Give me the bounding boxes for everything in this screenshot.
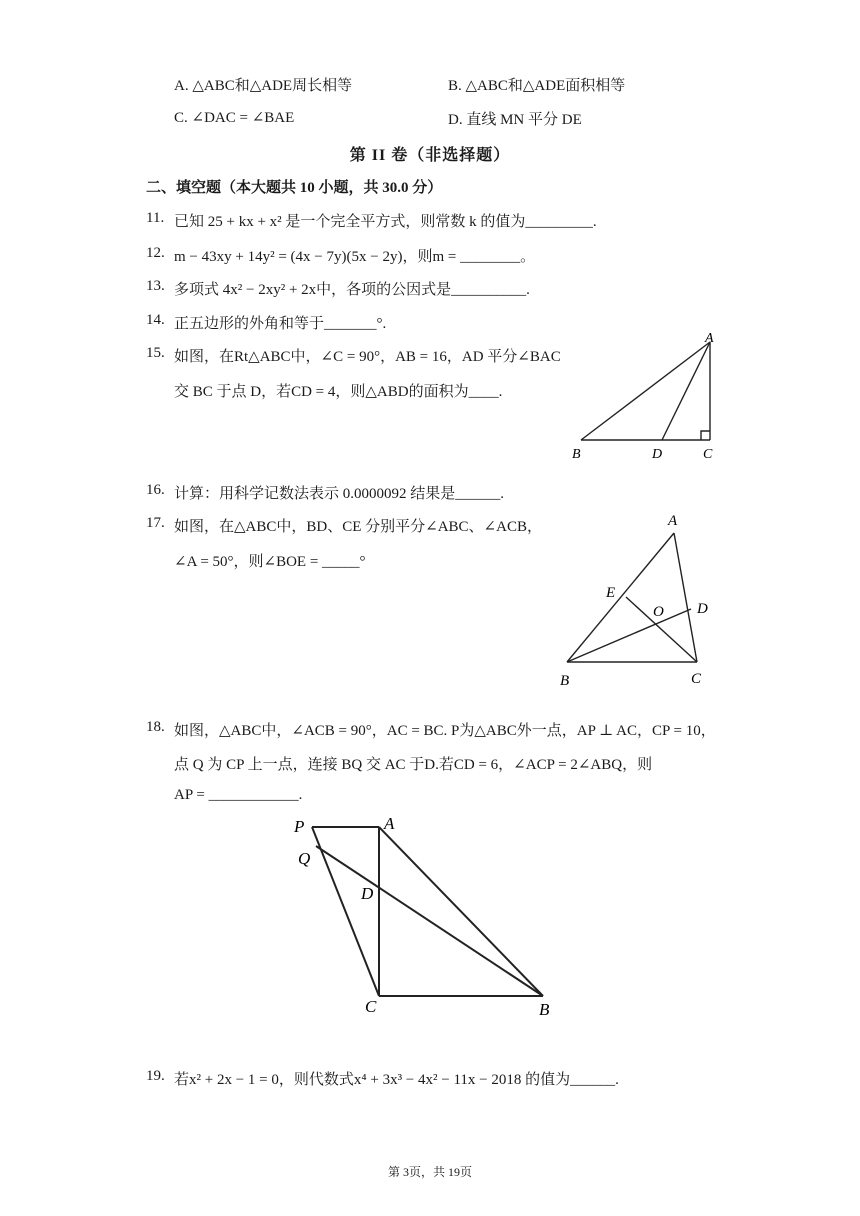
option-d: D. 直线 MN 平分 DE (448, 112, 582, 128)
q18-text-line3: AP = ____________. (174, 787, 303, 803)
label-d: D (652, 447, 663, 462)
segment-ab (379, 827, 543, 996)
q16-number: 16. (146, 482, 165, 498)
label-b: B (560, 673, 570, 689)
option-a: A. △ABC和△ADE周长相等 (174, 78, 353, 94)
label-q: Q (298, 849, 311, 868)
label-o: O (653, 604, 664, 620)
q12-number: 12. (146, 245, 165, 261)
segment-ad (662, 342, 710, 440)
option-b: B. △ABC和△ADE面积相等 (448, 78, 626, 94)
label-a: A (705, 331, 714, 346)
figure-q18-geometry (290, 810, 570, 1025)
q15-number: 15. (146, 345, 165, 361)
q15-text-line1: 如图，在Rt△ABC中，∠C = 90°，AB = 16，AD 平分∠BAC (174, 349, 561, 365)
q15-text-line2: 交 BC 于点 D，若CD = 4，则△ABD的面积为____. (174, 384, 503, 400)
segment-ba (567, 533, 674, 662)
label-c: C (365, 997, 377, 1016)
label-c: C (691, 671, 702, 687)
q12-text: m − 43xy + 14y² = (4x − 7y)(5x − 2y)，则m = ________。 (174, 249, 536, 265)
label-a: A (668, 513, 678, 529)
segment-ac (674, 533, 697, 662)
q17-text-line2: ∠A = 50°，则∠BOE = _____° (174, 554, 366, 570)
segment-pc (312, 827, 379, 996)
segment-ab (581, 342, 710, 440)
figure-q17-triangle (550, 505, 730, 695)
label-c: C (703, 447, 713, 462)
page-footer: 第 3页，共 19页 (387, 1165, 472, 1179)
q17-number: 17. (146, 515, 165, 531)
q18-text-line2: 点 Q 为 CP 上一点，连接 BQ 交 AC 于D.若CD = 6，∠ACP = 2∠ABQ，则 (174, 757, 653, 773)
label-b: B (572, 447, 581, 462)
q19-text: 若x² + 2x − 1 = 0，则代数式x⁴ + 3x³ − 4x² − 11x − 2018 的值为______. (174, 1072, 619, 1088)
label-b: B (539, 1000, 550, 1019)
q14-number: 14. (146, 312, 165, 328)
q11-number: 11. (146, 210, 165, 226)
q17-text-line1: 如图，在△ABC中，BD、CE 分别平分∠ABC、∠ACB， (174, 519, 542, 535)
q18-number: 18. (146, 719, 165, 735)
q19-number: 19. (146, 1068, 165, 1084)
q11-text: 已知 25 + kx + x² 是一个完全平方式，则常数 k 的值为_________. (174, 214, 597, 230)
q18-text-line1: 如图，△ABC中，∠ACB = 90°，AC = BC. P为△ABC外一点，AP ⊥ AC，CP = 10， (174, 723, 716, 739)
section-heading: 二、填空题（本大题共 10 小题，共 30.0 分） (146, 180, 443, 196)
part-title: 第 II 卷（非选择题） (349, 147, 511, 164)
q16-text: 计算：用科学记数法表示 0.0000092 结果是______. (174, 486, 505, 502)
option-c: C. ∠DAC = ∠BAE (174, 110, 295, 126)
q13-number: 13. (146, 278, 165, 294)
q14-text: 正五边形的外角和等于_______°. (174, 316, 387, 332)
label-a: A (384, 814, 395, 833)
label-p: P (294, 817, 305, 836)
label-d: D (697, 601, 708, 617)
figure-q15-triangle (565, 330, 725, 465)
right-angle-mark (701, 431, 710, 440)
q13-text: 多项式 4x² − 2xy² + 2x中，各项的公因式是__________. (174, 282, 530, 298)
label-e: E (606, 585, 616, 601)
label-d: D (361, 884, 374, 903)
segment-bd (567, 609, 691, 662)
